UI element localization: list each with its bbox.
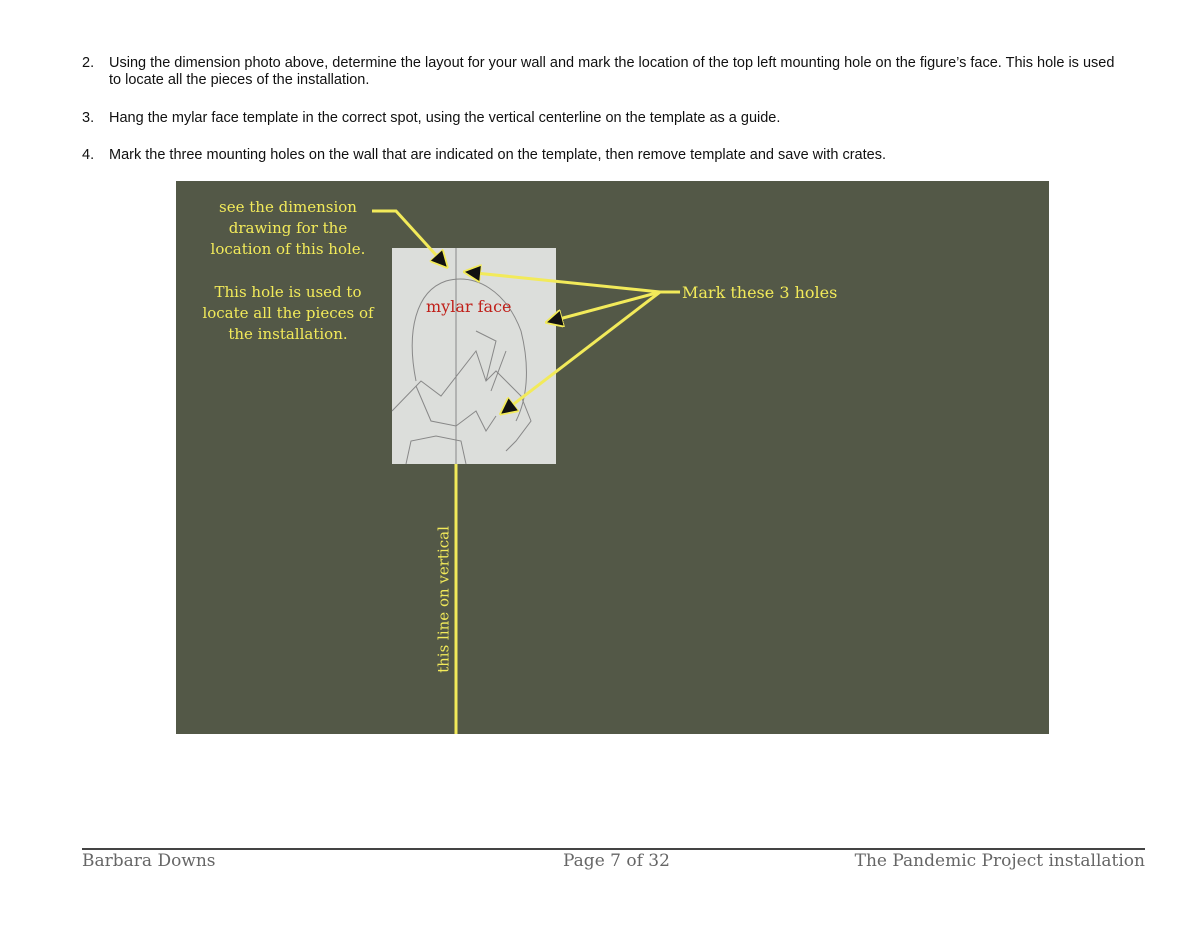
step-number: 3. (82, 110, 95, 126)
hole-use-note: This hole is used to locate all the pieces of the installation. (202, 283, 374, 343)
step-text: Mark the three mounting holes on the wall that are indicated on the template, then remove template and save with crates. (109, 147, 886, 163)
photo-annotations (176, 181, 1049, 734)
installation-photo (176, 181, 1049, 734)
step-number: 4. (82, 147, 95, 163)
vertical-line-label: this line on vertical (434, 526, 453, 673)
mylar-template (392, 248, 556, 464)
step-text: Using the dimension photo above, determine the layout for your wall and mark the location of the top left mounting hole on the figure’s face. This hole is used to locate all the pieces of the installation. (109, 55, 1115, 88)
footer-divider (82, 848, 1145, 850)
step-number: 2. (82, 55, 95, 71)
mylar-face-label: mylar face (426, 297, 512, 316)
footer-title: The Pandemic Project installation (854, 851, 1145, 871)
dimension-note: see the dimension drawing for the location of this hole. (210, 198, 366, 258)
mark-holes-label: Mark these 3 holes (682, 283, 838, 302)
step-text: Hang the mylar face template in the correct spot, using the vertical centerline on the template as a guide. (109, 110, 781, 126)
footer-author: Barbara Downs (82, 851, 216, 871)
footer-page-number: Page 7 of 32 (563, 851, 670, 871)
